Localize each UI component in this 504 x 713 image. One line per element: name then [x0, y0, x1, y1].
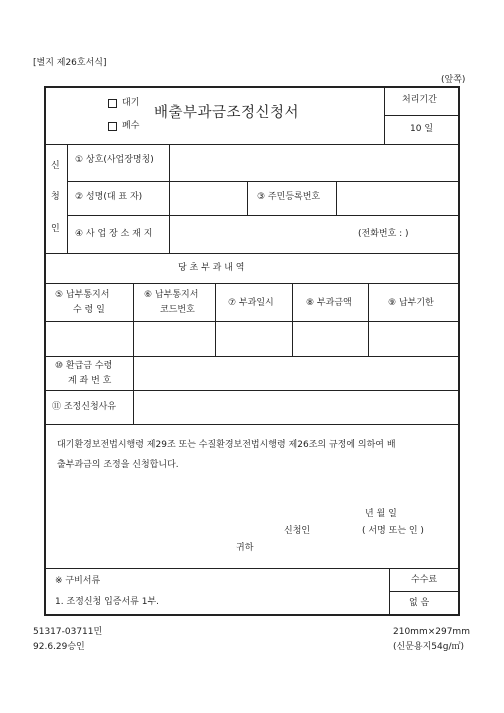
adjustment-reason-label: ⑪ 조정신청사유 [52, 402, 117, 412]
refund-account-label-1: ⑩ 환급금 수령 [55, 361, 113, 371]
payment-due-label: ⑨ 납부기한 [388, 298, 434, 308]
notice-received-label-2: 수 령 일 [73, 305, 105, 315]
levy-amount-field[interactable] [293, 322, 368, 356]
applicant-label-divider [67, 144, 68, 253]
applicant-char-2: 청 [51, 192, 60, 202]
checkbox-water[interactable] [108, 122, 117, 131]
fee-label: 수수료 [411, 575, 438, 585]
representative-name-label: ② 성명(대 표 자) [75, 192, 143, 202]
applicant-bottom-line [44, 253, 460, 254]
notice-received-field[interactable] [46, 322, 133, 356]
payment-due-field[interactable] [369, 322, 458, 356]
option-air-label: 대기 [122, 98, 140, 108]
levy-amount-label: ⑧ 부과금액 [306, 298, 352, 308]
resident-number-field[interactable] [337, 182, 458, 215]
frame-top [44, 86, 460, 88]
levy-title-line [44, 283, 460, 284]
refund-account-label-2: 계 좌 번 호 [68, 376, 112, 386]
notice-code-field[interactable] [134, 322, 215, 356]
application-date: 년 월 일 [365, 509, 397, 519]
checkbox-air[interactable] [108, 99, 117, 108]
phone-number-label: (전화번호 : ) [358, 229, 409, 239]
form-number: [별지 제26호서식] [33, 58, 107, 68]
notice-code-label-2: 코드번호 [160, 305, 195, 315]
paper-size: 210mm×297mm [393, 627, 470, 637]
levy-date-label: ⑦ 부과일시 [228, 298, 274, 308]
business-name-field[interactable] [170, 145, 458, 181]
form-title: 배출부과금조정신청서 [154, 105, 300, 121]
paper-type: (신문용지54g/㎡) [393, 642, 464, 652]
statement-bottom-line [44, 568, 460, 569]
notice-code-label-1: ⑥ 납부통지서 [144, 290, 199, 300]
processing-mid-line [384, 115, 459, 116]
form-code: 51317-03711민 [33, 627, 103, 637]
required-documents-heading: ※ 구비서류 [55, 576, 101, 586]
notice-received-label-1: ⑤ 납부통지서 [55, 290, 110, 300]
levy-section-title: 당 초 부 과 내 역 [178, 263, 245, 273]
adjustment-reason-field[interactable] [134, 391, 458, 424]
applicant-char-1: 신 [51, 161, 60, 171]
business-address-field[interactable] [170, 216, 458, 253]
business-name-label: ① 상호(사업장명칭) [75, 155, 154, 165]
required-documents-item-1: 1. 조정신청 입증서류 1부. [55, 597, 160, 607]
levy-date-field[interactable] [216, 322, 292, 356]
processing-period-value: 10 일 [410, 124, 434, 134]
resident-number-label: ③ 주민등록번호 [257, 192, 321, 202]
applicant-mid-divider-1 [247, 181, 248, 215]
representative-name-field[interactable] [170, 182, 247, 215]
option-water-label: 폐수 [122, 121, 140, 131]
frame-right [458, 86, 460, 616]
approval-date: 92.6.29승인 [33, 642, 85, 652]
processing-period-label: 처리기간 [402, 95, 437, 105]
signature-or-seal: ( 서명 또는 인 ) [362, 526, 424, 536]
fee-value: 없 음 [409, 598, 430, 608]
business-address-label: ④ 사 업 장 소 재 지 [75, 229, 153, 239]
reason-bottom-line [44, 424, 460, 425]
page-side-label: (앞쪽) [441, 75, 466, 85]
fee-mid-line [389, 591, 459, 592]
applicant-signature-label: 신청인 [284, 526, 311, 536]
addressee-label: 귀하 [236, 543, 254, 553]
applicant-char-3: 인 [51, 224, 60, 234]
refund-account-field[interactable] [134, 357, 458, 390]
frame-bottom [44, 614, 460, 616]
statement-line-2: 출부과금의 조정을 신청합니다. [57, 460, 179, 470]
statement-line-1: 대기환경보전법시행령 제29조 또는 수질환경보전법시행령 제26조의 규정에 의하여 배 [57, 440, 396, 450]
